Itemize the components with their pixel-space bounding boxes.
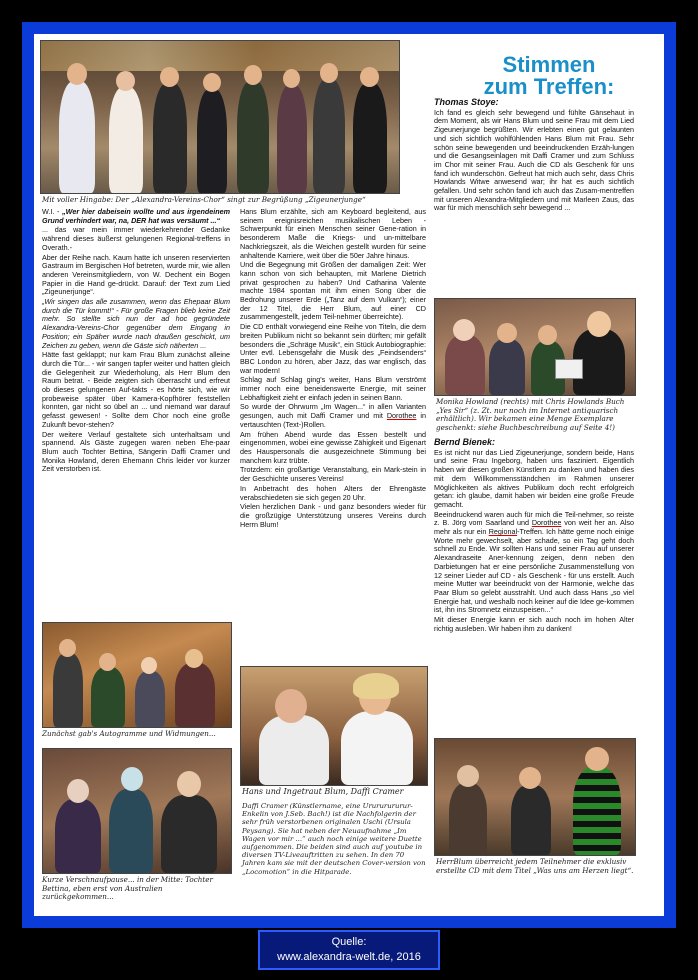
break-caption: Kurze Verschnaufpause... in der Mitte: Tochter Bettina, eben erst von Australien zurückgekommen... [42,875,213,902]
duet-photo [240,666,428,786]
article-column-1: W.I. - „Wer hier dabeisein wollte und aus irgendeinem Grund verhindert war, na, DER hat was versäumt ...“ ... das war mein immer wiederkehrender Gedanke während dieses äußerst gelungenen Regional-treffens in Overath.- Aber der Reihe nach. Kaum hatte ich unseren reservierten Gastraum im Bergischen Hof betreten, wurde mir, wie allen anderen Vereinsmitgliedern, von W. Dechent ein Bogen Papier in die Hand ge-drückt. Darauf: der Text zum Lied „Zigeunerjunge“. „Wir singen das alle zusammen, wenn das Ehepaar Blum durch die Tür kommt!“ - Für große Fragen blieb keine Zeit mehr. So stellte sich nun der ad hoc gegründete Alexandra-Vereins-Chor gegenüber dem Eingang in Position; ein Späher wurde nach draußen geschickt, um Zeichen zu geben, wenn die Gäste sich näherten ... Hätte fast geklappt; nur kam Frau Blum zunächst alleine durch die Tür... - wir sangen tapfer weiter und hatten gleich die Gelegenheit zur Wiederholung, als Herr Blum den Raum betrat. - Beide zeigten sich überrascht und erfreut ob dieses gelungenen Auf-takts - es hörte sich, wie wir probeweise später über Kamera-Kopfhörer feststellen konnten, gar nicht so übel an ... und niemand war darauf gefasst gewesen! - Sollte dem Chor noch eine große Zukunft bevor-stehen? Der weitere Verlauf gestaltete sich unterhaltsam und spannend. Als Gäste zugegen waren neben Ehe-paar Blum auch Tochter Bettina, Sängerin Daffi Cramer und Monika Howland, deren Ehemann Chris leider vor kurzer Zeit verstorben ist. [42,207,230,474]
voices-heading: Stimmen zum Treffen: [483,52,615,99]
autograph-caption: Zunächst gab's Autogramme und Widmungen... [42,729,216,738]
duet-caption-text: Daffi Cramer (Künstlername, eine Urururururur-Enkelin von J.Seb. Bach!) ist die Nachfolgerin der sehr früh verstorbenen originalen Uschi (Ursula Peysang). Sie hat neben der Neuaufnahme „Im Wagen vor mir ...“ auch noch einige weitere Duette aufgenommen. Die beiden sind auch auf youtube in diversen TV-Liveauftritten zu sehen. In den 70 Jahren kam sie mit der deutschen Cover-version von „Locomotion“ in die Hitparade. [242,802,426,876]
monika-caption: Monika Howland (rechts) mit Chris Howlands Buch „Yes Sir“ (z. Zt. nur noch im Internet antiquarisch erhältlich). Wir bekamen eine Menge Exemplare geschenkt: siehe Buchbeschreibung auf Seite 4!) [436,397,625,432]
choir-photo [40,40,400,194]
article-column-3: Thomas Stoye: Ich fand es gleich sehr bewegend und fühlte Gänsehaut in dem Moment, als wir Hans Blum und seine Frau mit dem Lied Zigeunerjunge begrüßten. Wir erlebten einen gut gelaunten und sich sichtlich wohlfühlenden Hans Blum mit Frau. Sehr schön seine bewegenden und beeindruckenden Erzäh-lungen und die Gesangseinlagen mit Daffi Cramer und zum Schluss im Chor mit seiner Frau. Auch die CD als Geschenk für uns fand ich wunderschön. Gefreut hat mich auch sehr, dass Chris Howlands Witwe anwesend war; ihr hat es auch sichtlich gefallen. Und sehr schön fand ich auch das Zusam-mentreffen mit unseren Alexandra-Mitgliedern und mit Marleen Zaus, das war für mich menschlich sehr bewegend ... [434,97,634,213]
cd-caption: HerrBlum überreicht jedem Teilnehmer die exklusiv erstellte CD mit dem Titel „Was uns am Herzen liegt“. [436,857,634,875]
source-url[interactable]: www.alexandra-welt.de, 2016 [277,951,421,963]
article-column-2: Hans Blum erzählte, sich am Keyboard begleitend, aus seinem ereignisreichen musikalischen Leben - Schwerpunkt für einen Menschen seiner Gene-ration in besonderem Maße die Kriegs- und un-mittelbare Nachkriegszeit, als die Weichen gestellt wurden für seine anhaltende Karriere, weit über die 50er Jahre hinaus. Und die Begegnung mit Größen der damaligen Zeit: Wer kann schon von sich behaupten, mit Marlene Dietrich privat gesprochen zu haben? Und Catharina Valente machte 1984 spontan mit ihm einen Song über die Bedrohung unserer Erde („Tanz auf dem Vulkan“); einer der 12 Titel, die Herr Blum, auf einer CD zusammengestellt, jedem Teil-nehmer überreichte). Die CD enthält vorwiegend eine Reihe von Titeln, die dem breiten Publikum nicht so bekannt sein dürften; mir gefällt besonders die „Schräge Musik“, ein Stück Autobiographie: Unter evtl. Lebensgefahr die Musik des „Feindsenders“ BBC London zu hören, aber Jazz, das war englisch, das war modern! Schlag auf Schlag ging's weiter, Hans Blum verströmt immer noch eine beneidenswerte Energie, mit seiner Lebhaftigkeit zieht er einfach jeden in seinen Bann. So wurde der Ohrwurm „Im Wagen...“ in allen Varianten gesungen, auch mit Daffi Cramer und mit Dorothee in vertauschten (Text-)Rollen. Am frühen Abend wurde das Essen bestellt und eingenommen, wobei eine gewisse Zähigkeit und Eigenart des Hauspersonals die ausgezeichnete Stimmung bei manchem kurz trübte. Trotzdem: ein großartige Veranstaltung, ein Mark-stein in der Geschichte unseres Vereins! In Anbetracht des hohen Alters der Ehrengäste verabschiedeten sie sich gegen 20 Uhr. Vielen herzlichen Dank - und ganz besonders wieder für die großzügige Unterstützung unseres Vereins durch Herrn Blum! [240,207,427,529]
choir-photo-caption: Mit voller Hingabe: Der „Alexandra-Vereins-Chor“ singt zur Begrüßung „Zigeunerjunge“ [42,195,366,204]
dorothee-name-2: Dorothee [531,518,562,528]
cd-handover-photo [434,738,636,856]
speaker-bernd-bienek: Bernd Bienek: [434,437,496,447]
break-photo [42,748,232,874]
regional-word: Regional [488,527,518,537]
dorothee-name: Dorothee [386,411,417,421]
autograph-photo [42,622,232,728]
duet-caption-title: Hans und Ingetraut Blum, Daffi Cramer [242,787,404,796]
monika-howland-photo [434,298,636,396]
article-column-3-bernd: Bernd Bienek: Es ist nicht nur das Lied Zigeunerjunge, sondern beide, Hans und seine Frau Ingeborg, haben uns fasziniert. Eigentlich haben wir diesen großen Künstlern zu danken und haben dies mit dem Willkommensständchen im Rahmen unserer Möglichkeiten als aktives Publikum doch recht erfolgreich getan: ich glaube, damit haben wir beiden eine große Freude gemacht. Beeindruckend waren auch für mich die Teil-nehmer, so reiste z. B. Jörg vom Saarland und Dorothee von weit her an. Also mehr als nur ein Regional-Treffen. Ich hätte gerne noch einige Worte mehr gewechselt, aber schade, so ein Tag geht doch schnell zu Ende. Wir sollten Hans und seiner Frau auf unserer Alexandraseite Aner-kennung zeigen, denn neben den Darbietungen hat er eine persönliche Zusammenstellung von 12 seiner Lieder auf CD - als Geschenk - für uns erstellt. Auch meine Mutter war beeindruckt von der Harmonie, welche das Paar Blum so gelebt ausstrahlt. Und auch dass Hans „so viel Energie hat, und weshalb noch keiner auf die Idee ge-kommen ist, ihn ins Stromnetz einzuspeisen...“ Mit dieser Energie kann er sich auch noch im hohen Alter richtig ausleben. Wir haben ihm zu danken! [434,437,635,633]
magazine-page [34,34,664,916]
source-badge [258,930,440,970]
speaker-thomas-stoye: Thomas Stoye: [434,97,499,107]
source-label: Quelle: [331,936,367,948]
